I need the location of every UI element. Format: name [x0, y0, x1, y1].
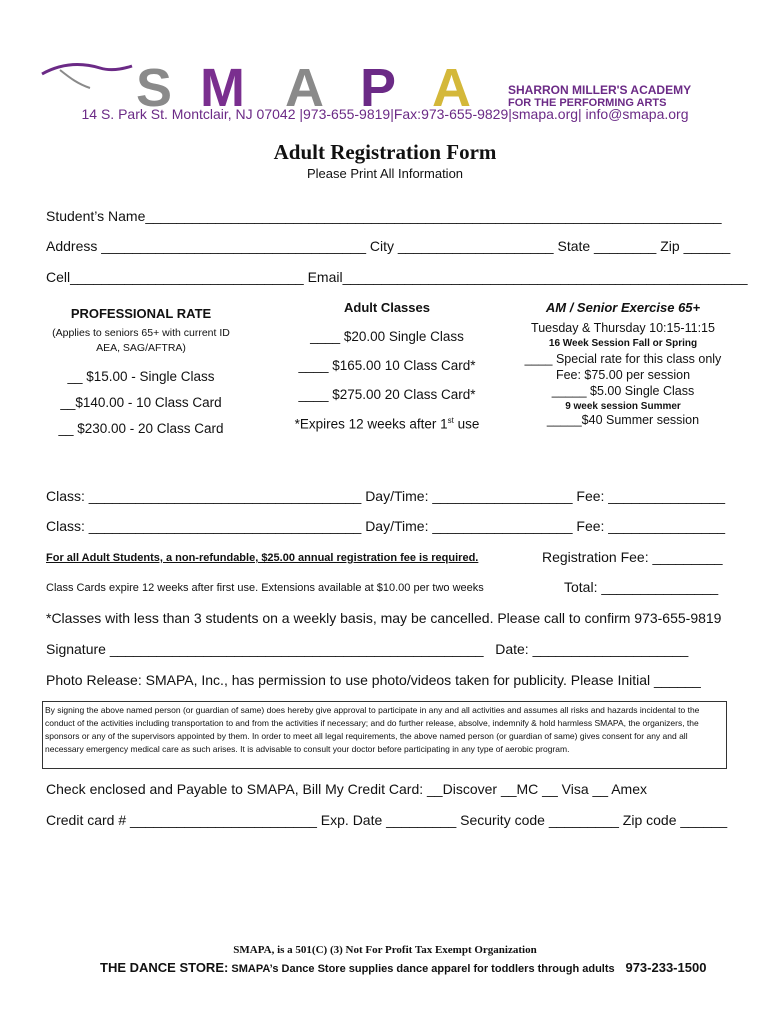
student-name-field[interactable]: Student’s Name__________________________________________________________________________ [46, 208, 722, 224]
expires-note: *Expires 12 weeks after 1st use [294, 416, 480, 432]
svg-text:P: P [360, 58, 401, 110]
contact-address: 14 S. Park St. Montclair, NJ 07042 |973-655-9819|Fax:973-655-9829|smapa.org| info@smapa.org [81, 106, 689, 122]
professional-rate-section [36, 300, 246, 436]
professional-note: (Applies to seniors 65+ with current ID AEA, SAG/AFTRA) [52, 327, 230, 354]
dance-store-text: SMAPA’s Dance Store supplies dance apparel for toddlers through adults [228, 963, 615, 975]
pro-option[interactable]: __ $15.00 - Single Class [67, 369, 215, 384]
adult-heading: Adult Classes [344, 300, 430, 315]
senior-session-summer: 9 week session Summer [565, 401, 681, 412]
nonprofit-statement: SMAPA, is a 501(C) (3) Not For Profit Tax Exempt Organization [233, 944, 537, 956]
senior-session-fall: 16 Week Session Fall or Spring [548, 338, 698, 349]
adult-option[interactable]: ____ $20.00 Single Class [310, 329, 464, 344]
senior-exercise-section [508, 300, 738, 427]
signature-date-field[interactable]: Signature ________________________________________________ Date: ____________________ [46, 641, 689, 657]
registration-fee-field[interactable]: Registration Fee: _________ [542, 549, 723, 565]
liability-waiver: By signing the above named person (or guardian of same) does hereby give approval to participate in any and all activities and assumes all risks and hazards incidental to the conduct of the activities including transportation to and from the activities if necessary; and do further release, absolve, indemnify & hold harmless SMAPA, the organizers, the sponsors or any of the supervisors appointed by them. In order to meet all legal requirements, the above named person (or guardian of same) gives consent for any and all necessary emergency medical care as such arises. It is advisable to consult your doctor before participating in any type of aerobic program. [42, 701, 727, 769]
pro-option[interactable]: __$140.00 - 10 Class Card [60, 395, 222, 410]
form-title: Adult Registration Form [273, 140, 497, 164]
total-field[interactable]: Total: _______________ [564, 579, 719, 595]
professional-heading: PROFESSIONAL RATE [70, 306, 212, 321]
senior-schedule: Tuesday & Thursday 10:15-11:15 [531, 321, 715, 335]
svg-text:A: A [285, 58, 328, 110]
svg-text:FOR THE PERFORMING ARTS: FOR THE PERFORMING ARTS [508, 97, 667, 109]
senior-heading: AM / Senior Exercise 65+ [545, 300, 701, 315]
senior-summer-option[interactable]: _____$40 Summer session [546, 413, 700, 427]
dance-store-label: THE DANCE STORE: [100, 960, 229, 975]
svg-text:SHARRON MILLER'S ACADEMY: SHARRON MILLER'S ACADEMY [508, 83, 692, 97]
adult-option[interactable]: ____ $275.00 20 Class Card* [298, 387, 476, 402]
dance-store-line [100, 960, 706, 975]
svg-text:M: M [200, 58, 249, 110]
form-subtitle: Please Print All Information [306, 166, 464, 181]
payment-method-field[interactable]: Check enclosed and Payable to SMAPA, Bill My Credit Card: __Discover __MC __ Visa __ Amex [46, 781, 647, 797]
address-field[interactable]: Address __________________________________ City ____________________ State ________ Zip ______ [46, 238, 731, 254]
senior-single-option[interactable]: _____ $5.00 Single Class [551, 384, 695, 398]
svg-text:S: S [136, 58, 177, 110]
svg-text:A: A [432, 58, 475, 110]
photo-release-field[interactable]: Photo Release: SMAPA, Inc., has permission to use photo/videos taken for publicity. Please Initial ______ [46, 672, 701, 688]
smapa-logo [40, 58, 730, 110]
cancellation-note: *Classes with less than 3 students on a weekly basis, may be cancelled. Please call to confirm 973-655-9819 [46, 610, 722, 626]
class-card-note: Class Cards expire 12 weeks after first use. Extensions available at $10.00 per two weeks [46, 582, 484, 594]
adult-option[interactable]: ____ $165.00 10 Class Card* [298, 358, 476, 373]
class-row[interactable]: Class: ___________________________________ Day/Time: __________________ Fee: _______________ [46, 488, 726, 504]
pro-option[interactable]: __ $230.00 - 20 Class Card [58, 421, 224, 436]
class-row[interactable]: Class: ___________________________________ Day/Time: __________________ Fee: _______________ [46, 518, 726, 534]
dancer-logo-graphic [40, 58, 730, 110]
senior-fee: Fee: $75.00 per session [555, 368, 691, 382]
credit-card-field[interactable]: Credit card # ________________________ Exp. Date _________ Security code _________ Zip code ______ [46, 812, 728, 828]
adult-classes-section [272, 300, 502, 432]
registration-fee-note: For all Adult Students, a non-refundable, $25.00 annual registration fee is required. [46, 552, 479, 564]
cell-email-field[interactable]: Cell______________________________ Email____________________________________________________ [46, 269, 748, 285]
dance-store-phone: 973-233-1500 [625, 960, 707, 975]
senior-special-option[interactable]: ____ Special rate for this class only [524, 352, 722, 366]
